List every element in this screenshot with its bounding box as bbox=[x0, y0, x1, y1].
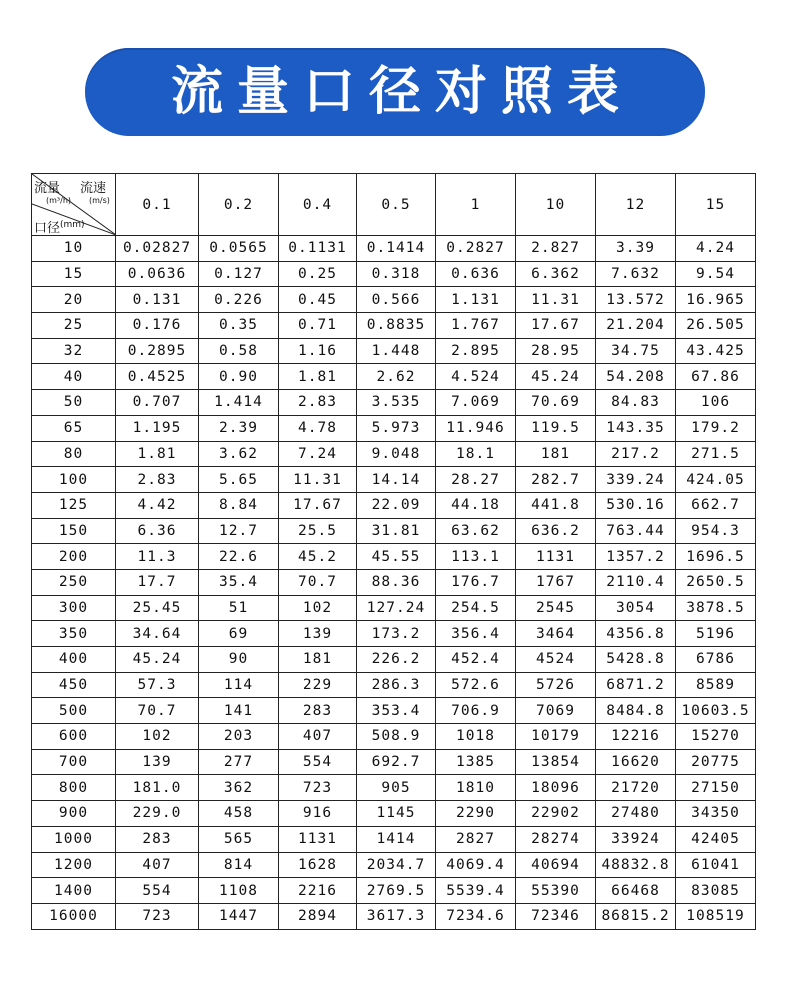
flow-value-cell: 34.75 bbox=[596, 338, 676, 364]
flow-value-cell: 25.5 bbox=[279, 518, 357, 544]
flow-value-cell: 5539.4 bbox=[436, 878, 516, 904]
table-row bbox=[32, 364, 756, 390]
table-row bbox=[32, 903, 756, 929]
flow-value-cell: 0.131 bbox=[116, 287, 199, 313]
flow-value-cell: 10603.5 bbox=[676, 698, 756, 724]
flow-value-cell: 51 bbox=[199, 595, 279, 621]
speed-header-cell: 0.2 bbox=[199, 174, 279, 236]
diameter-cell: 700 bbox=[32, 749, 116, 775]
flow-value-cell: 5196 bbox=[676, 621, 756, 647]
table-row bbox=[32, 852, 756, 878]
flow-value-cell: 7.24 bbox=[279, 441, 357, 467]
flow-value-cell: 27480 bbox=[596, 801, 676, 827]
flow-diameter-table bbox=[31, 173, 756, 930]
flow-value-cell: 1385 bbox=[436, 749, 516, 775]
flow-value-cell: 565 bbox=[199, 826, 279, 852]
flow-value-cell: 662.7 bbox=[676, 492, 756, 518]
flow-value-cell: 424.05 bbox=[676, 467, 756, 493]
table-row bbox=[32, 672, 756, 698]
flow-value-cell: 61041 bbox=[676, 852, 756, 878]
flow-value-cell: 441.8 bbox=[516, 492, 596, 518]
flow-value-cell: 0.707 bbox=[116, 390, 199, 416]
table-row bbox=[32, 390, 756, 416]
flow-value-cell: 0.25 bbox=[279, 261, 357, 287]
flow-value-cell: 954.3 bbox=[676, 518, 756, 544]
flow-value-cell: 1628 bbox=[279, 852, 357, 878]
flow-value-cell: 723 bbox=[279, 775, 357, 801]
flow-value-cell: 55390 bbox=[516, 878, 596, 904]
table-row bbox=[32, 441, 756, 467]
diameter-cell: 20 bbox=[32, 287, 116, 313]
flow-value-cell: 90 bbox=[199, 647, 279, 673]
diameter-cell: 150 bbox=[32, 518, 116, 544]
page-title: 流量口径对照表 bbox=[170, 62, 633, 122]
flow-value-cell: 17.67 bbox=[279, 492, 357, 518]
flow-value-cell: 4.78 bbox=[279, 415, 357, 441]
flow-value-cell: 35.4 bbox=[199, 569, 279, 595]
flow-value-cell: 173.2 bbox=[357, 621, 436, 647]
flow-value-cell: 86815.2 bbox=[596, 903, 676, 929]
flow-value-cell: 3.62 bbox=[199, 441, 279, 467]
speed-header-cell: 15 bbox=[676, 174, 756, 236]
speed-header-cell: 0.5 bbox=[357, 174, 436, 236]
flow-value-cell: 508.9 bbox=[357, 724, 436, 750]
flow-value-cell: 356.4 bbox=[436, 621, 516, 647]
corner-header-cell bbox=[32, 174, 116, 236]
flow-value-cell: 6871.2 bbox=[596, 672, 676, 698]
flow-value-cell: 11.946 bbox=[436, 415, 516, 441]
flow-value-cell: 44.18 bbox=[436, 492, 516, 518]
flow-value-cell: 34350 bbox=[676, 801, 756, 827]
flow-value-cell: 12.7 bbox=[199, 518, 279, 544]
flow-value-cell: 2.827 bbox=[516, 236, 596, 262]
flow-value-cell: 0.0565 bbox=[199, 236, 279, 262]
flow-value-cell: 27150 bbox=[676, 775, 756, 801]
flow-value-cell: 14.14 bbox=[357, 467, 436, 493]
flow-value-cell: 4524 bbox=[516, 647, 596, 673]
flow-value-cell: 286.3 bbox=[357, 672, 436, 698]
flow-value-cell: 0.1131 bbox=[279, 236, 357, 262]
flow-value-cell: 179.2 bbox=[676, 415, 756, 441]
flow-value-cell: 6786 bbox=[676, 647, 756, 673]
flow-value-cell: 6.362 bbox=[516, 261, 596, 287]
flow-value-cell: 2.83 bbox=[279, 390, 357, 416]
flow-value-cell: 26.505 bbox=[676, 313, 756, 339]
flow-value-cell: 20775 bbox=[676, 749, 756, 775]
flow-value-cell: 1.81 bbox=[116, 441, 199, 467]
table-row bbox=[32, 492, 756, 518]
diameter-cell: 400 bbox=[32, 647, 116, 673]
flow-value-cell: 226.2 bbox=[357, 647, 436, 673]
flow-value-cell: 0.2895 bbox=[116, 338, 199, 364]
flow-value-cell: 5726 bbox=[516, 672, 596, 698]
diameter-cell: 32 bbox=[32, 338, 116, 364]
flow-value-cell: 17.7 bbox=[116, 569, 199, 595]
flow-value-cell: 0.4525 bbox=[116, 364, 199, 390]
flow-value-cell: 362 bbox=[199, 775, 279, 801]
table-row bbox=[32, 236, 756, 262]
flow-value-cell: 229.0 bbox=[116, 801, 199, 827]
flow-value-cell: 9.54 bbox=[676, 261, 756, 287]
flow-value-cell: 8484.8 bbox=[596, 698, 676, 724]
flow-value-cell: 88.36 bbox=[357, 569, 436, 595]
flow-value-cell: 1.767 bbox=[436, 313, 516, 339]
flow-value-cell: 554 bbox=[116, 878, 199, 904]
flow-value-cell: 353.4 bbox=[357, 698, 436, 724]
flow-value-cell: 8.84 bbox=[199, 492, 279, 518]
flow-value-cell: 72346 bbox=[516, 903, 596, 929]
table-row bbox=[32, 621, 756, 647]
diameter-cell: 40 bbox=[32, 364, 116, 390]
table-row bbox=[32, 826, 756, 852]
flow-value-cell: 3464 bbox=[516, 621, 596, 647]
flow-value-cell: 70.69 bbox=[516, 390, 596, 416]
diameter-cell: 15 bbox=[32, 261, 116, 287]
table-row bbox=[32, 467, 756, 493]
flow-value-cell: 2110.4 bbox=[596, 569, 676, 595]
flow-value-cell: 139 bbox=[279, 621, 357, 647]
flow-value-cell: 2545 bbox=[516, 595, 596, 621]
flow-value-cell: 22.09 bbox=[357, 492, 436, 518]
flow-value-cell: 0.45 bbox=[279, 287, 357, 313]
flow-value-cell: 1.448 bbox=[357, 338, 436, 364]
corner-speed-unit: (m/s) bbox=[89, 196, 110, 205]
corner-diameter-label: 口径 bbox=[34, 221, 61, 236]
corner-diameter-unit: (mm) bbox=[60, 220, 85, 230]
flow-value-cell: 102 bbox=[279, 595, 357, 621]
flow-value-cell: 4.24 bbox=[676, 236, 756, 262]
diameter-cell: 125 bbox=[32, 492, 116, 518]
diameter-cell: 200 bbox=[32, 544, 116, 570]
flow-value-cell: 42405 bbox=[676, 826, 756, 852]
flow-value-cell: 1145 bbox=[357, 801, 436, 827]
speed-header-cell: 1 bbox=[436, 174, 516, 236]
flow-value-cell: 114 bbox=[199, 672, 279, 698]
flow-value-cell: 7234.6 bbox=[436, 903, 516, 929]
flow-value-cell: 530.16 bbox=[596, 492, 676, 518]
flow-value-cell: 2216 bbox=[279, 878, 357, 904]
diameter-cell: 450 bbox=[32, 672, 116, 698]
speed-header-cell: 10 bbox=[516, 174, 596, 236]
flow-value-cell: 181 bbox=[279, 647, 357, 673]
table-row bbox=[32, 313, 756, 339]
flow-value-cell: 0.636 bbox=[436, 261, 516, 287]
flow-value-cell: 0.318 bbox=[357, 261, 436, 287]
diameter-cell: 800 bbox=[32, 775, 116, 801]
flow-value-cell: 17.67 bbox=[516, 313, 596, 339]
flow-value-cell: 2827 bbox=[436, 826, 516, 852]
flow-value-cell: 63.62 bbox=[436, 518, 516, 544]
flow-value-cell: 11.31 bbox=[279, 467, 357, 493]
flow-value-cell: 2894 bbox=[279, 903, 357, 929]
flow-value-cell: 48832.8 bbox=[596, 852, 676, 878]
flow-value-cell: 3054 bbox=[596, 595, 676, 621]
flow-value-cell: 1.195 bbox=[116, 415, 199, 441]
table-row bbox=[32, 647, 756, 673]
diameter-cell: 1200 bbox=[32, 852, 116, 878]
flow-value-cell: 217.2 bbox=[596, 441, 676, 467]
flow-value-cell: 5.65 bbox=[199, 467, 279, 493]
flow-value-cell: 113.1 bbox=[436, 544, 516, 570]
diameter-cell: 600 bbox=[32, 724, 116, 750]
flow-value-cell: 102 bbox=[116, 724, 199, 750]
flow-value-cell: 339.24 bbox=[596, 467, 676, 493]
flow-value-cell: 282.7 bbox=[516, 467, 596, 493]
diameter-cell: 50 bbox=[32, 390, 116, 416]
flow-value-cell: 229 bbox=[279, 672, 357, 698]
flow-value-cell: 2290 bbox=[436, 801, 516, 827]
speed-header-cell: 12 bbox=[596, 174, 676, 236]
flow-value-cell: 0.35 bbox=[199, 313, 279, 339]
flow-value-cell: 1447 bbox=[199, 903, 279, 929]
table-row bbox=[32, 544, 756, 570]
flow-value-cell: 254.5 bbox=[436, 595, 516, 621]
flow-value-cell: 1.81 bbox=[279, 364, 357, 390]
flow-value-cell: 66468 bbox=[596, 878, 676, 904]
corner-speed-label: 流速 bbox=[80, 181, 107, 196]
flow-value-cell: 4.524 bbox=[436, 364, 516, 390]
flow-value-cell: 1767 bbox=[516, 569, 596, 595]
table-body bbox=[32, 236, 756, 930]
corner-flow-unit: (m³/h) bbox=[46, 196, 72, 205]
flow-value-cell: 45.24 bbox=[116, 647, 199, 673]
flow-value-cell: 34.64 bbox=[116, 621, 199, 647]
diameter-cell: 80 bbox=[32, 441, 116, 467]
flow-value-cell: 1108 bbox=[199, 878, 279, 904]
flow-value-cell: 554 bbox=[279, 749, 357, 775]
flow-value-cell: 16620 bbox=[596, 749, 676, 775]
flow-value-cell: 916 bbox=[279, 801, 357, 827]
flow-value-cell: 7069 bbox=[516, 698, 596, 724]
flow-value-cell: 11.31 bbox=[516, 287, 596, 313]
flow-value-cell: 40694 bbox=[516, 852, 596, 878]
flow-value-cell: 1.131 bbox=[436, 287, 516, 313]
flow-value-cell: 0.71 bbox=[279, 313, 357, 339]
flow-value-cell: 0.58 bbox=[199, 338, 279, 364]
diameter-cell: 25 bbox=[32, 313, 116, 339]
flow-value-cell: 45.55 bbox=[357, 544, 436, 570]
diameter-cell: 65 bbox=[32, 415, 116, 441]
flow-value-cell: 57.3 bbox=[116, 672, 199, 698]
flow-value-cell: 0.90 bbox=[199, 364, 279, 390]
flow-value-cell: 1018 bbox=[436, 724, 516, 750]
flow-value-cell: 84.83 bbox=[596, 390, 676, 416]
flow-value-cell: 127.24 bbox=[357, 595, 436, 621]
table-row bbox=[32, 415, 756, 441]
flow-value-cell: 18.1 bbox=[436, 441, 516, 467]
flow-value-cell: 0.02827 bbox=[116, 236, 199, 262]
flow-value-cell: 21720 bbox=[596, 775, 676, 801]
flow-value-cell: 7.632 bbox=[596, 261, 676, 287]
flow-value-cell: 0.2827 bbox=[436, 236, 516, 262]
speed-header-cell: 0.1 bbox=[116, 174, 199, 236]
flow-value-cell: 5428.8 bbox=[596, 647, 676, 673]
flow-value-cell: 15270 bbox=[676, 724, 756, 750]
flow-value-cell: 723 bbox=[116, 903, 199, 929]
flow-value-cell: 452.4 bbox=[436, 647, 516, 673]
table-row bbox=[32, 287, 756, 313]
flow-value-cell: 1.16 bbox=[279, 338, 357, 364]
flow-value-cell: 16.965 bbox=[676, 287, 756, 313]
flow-value-cell: 2.39 bbox=[199, 415, 279, 441]
flow-value-cell: 83085 bbox=[676, 878, 756, 904]
flow-value-cell: 9.048 bbox=[357, 441, 436, 467]
flow-value-cell: 458 bbox=[199, 801, 279, 827]
flow-value-cell: 572.6 bbox=[436, 672, 516, 698]
flow-value-cell: 106 bbox=[676, 390, 756, 416]
title-banner bbox=[85, 48, 705, 136]
flow-value-cell: 0.176 bbox=[116, 313, 199, 339]
flow-value-cell: 763.44 bbox=[596, 518, 676, 544]
table-row bbox=[32, 261, 756, 287]
table-row bbox=[32, 338, 756, 364]
diameter-cell: 1400 bbox=[32, 878, 116, 904]
flow-value-cell: 13854 bbox=[516, 749, 596, 775]
flow-value-cell: 45.24 bbox=[516, 364, 596, 390]
diameter-cell: 10 bbox=[32, 236, 116, 262]
flow-value-cell: 119.5 bbox=[516, 415, 596, 441]
flow-value-cell: 0.226 bbox=[199, 287, 279, 313]
flow-value-cell: 31.81 bbox=[357, 518, 436, 544]
flow-value-cell: 6.36 bbox=[116, 518, 199, 544]
flow-value-cell: 4356.8 bbox=[596, 621, 676, 647]
diameter-cell: 100 bbox=[32, 467, 116, 493]
flow-value-cell: 25.45 bbox=[116, 595, 199, 621]
flow-value-cell: 1414 bbox=[357, 826, 436, 852]
table-row bbox=[32, 569, 756, 595]
speed-header-cell: 0.4 bbox=[279, 174, 357, 236]
table-row bbox=[32, 724, 756, 750]
table-row bbox=[32, 595, 756, 621]
flow-value-cell: 283 bbox=[279, 698, 357, 724]
flow-value-cell: 0.0636 bbox=[116, 261, 199, 287]
header-row bbox=[32, 174, 756, 236]
flow-value-cell: 67.86 bbox=[676, 364, 756, 390]
flow-value-cell: 636.2 bbox=[516, 518, 596, 544]
flow-value-cell: 1131 bbox=[279, 826, 357, 852]
flow-value-cell: 0.566 bbox=[357, 287, 436, 313]
flow-value-cell: 181 bbox=[516, 441, 596, 467]
flow-value-cell: 3617.3 bbox=[357, 903, 436, 929]
flow-value-cell: 28.27 bbox=[436, 467, 516, 493]
flow-value-cell: 11.3 bbox=[116, 544, 199, 570]
flow-value-cell: 1696.5 bbox=[676, 544, 756, 570]
flow-value-cell: 814 bbox=[199, 852, 279, 878]
flow-value-cell: 45.2 bbox=[279, 544, 357, 570]
diameter-cell: 300 bbox=[32, 595, 116, 621]
flow-value-cell: 2650.5 bbox=[676, 569, 756, 595]
flow-value-cell: 692.7 bbox=[357, 749, 436, 775]
flow-value-cell: 22.6 bbox=[199, 544, 279, 570]
flow-value-cell: 3878.5 bbox=[676, 595, 756, 621]
flow-value-cell: 7.069 bbox=[436, 390, 516, 416]
table-row bbox=[32, 775, 756, 801]
flow-value-cell: 33924 bbox=[596, 826, 676, 852]
diameter-cell: 500 bbox=[32, 698, 116, 724]
flow-value-cell: 277 bbox=[199, 749, 279, 775]
flow-value-cell: 28274 bbox=[516, 826, 596, 852]
flow-value-cell: 283 bbox=[116, 826, 199, 852]
flow-value-cell: 70.7 bbox=[279, 569, 357, 595]
flow-value-cell: 22902 bbox=[516, 801, 596, 827]
flow-value-cell: 3.39 bbox=[596, 236, 676, 262]
flow-value-cell: 706.9 bbox=[436, 698, 516, 724]
flow-value-cell: 54.208 bbox=[596, 364, 676, 390]
flow-value-cell: 8589 bbox=[676, 672, 756, 698]
flow-value-cell: 5.973 bbox=[357, 415, 436, 441]
flow-value-cell: 10179 bbox=[516, 724, 596, 750]
table-row bbox=[32, 801, 756, 827]
flow-value-cell: 2.62 bbox=[357, 364, 436, 390]
flow-value-cell: 2034.7 bbox=[357, 852, 436, 878]
diameter-cell: 350 bbox=[32, 621, 116, 647]
table-row bbox=[32, 698, 756, 724]
flow-value-cell: 28.95 bbox=[516, 338, 596, 364]
flow-value-cell: 1810 bbox=[436, 775, 516, 801]
diameter-cell: 16000 bbox=[32, 903, 116, 929]
flow-value-cell: 407 bbox=[116, 852, 199, 878]
flow-value-cell: 1.414 bbox=[199, 390, 279, 416]
table-row bbox=[32, 878, 756, 904]
table-row bbox=[32, 518, 756, 544]
flow-value-cell: 407 bbox=[279, 724, 357, 750]
flow-value-cell: 905 bbox=[357, 775, 436, 801]
flow-value-cell: 139 bbox=[116, 749, 199, 775]
flow-value-cell: 1131 bbox=[516, 544, 596, 570]
flow-value-cell: 143.35 bbox=[596, 415, 676, 441]
flow-value-cell: 0.127 bbox=[199, 261, 279, 287]
flow-value-cell: 181.0 bbox=[116, 775, 199, 801]
diameter-cell: 900 bbox=[32, 801, 116, 827]
flow-value-cell: 141 bbox=[199, 698, 279, 724]
flow-value-cell: 2.895 bbox=[436, 338, 516, 364]
flow-value-cell: 203 bbox=[199, 724, 279, 750]
flow-value-cell: 21.204 bbox=[596, 313, 676, 339]
flow-value-cell: 12216 bbox=[596, 724, 676, 750]
flow-value-cell: 4069.4 bbox=[436, 852, 516, 878]
diameter-cell: 1000 bbox=[32, 826, 116, 852]
flow-value-cell: 108519 bbox=[676, 903, 756, 929]
flow-value-cell: 2.83 bbox=[116, 467, 199, 493]
flow-value-cell: 271.5 bbox=[676, 441, 756, 467]
flow-value-cell: 176.7 bbox=[436, 569, 516, 595]
flow-value-cell: 18096 bbox=[516, 775, 596, 801]
flow-value-cell: 1357.2 bbox=[596, 544, 676, 570]
diameter-cell: 250 bbox=[32, 569, 116, 595]
flow-value-cell: 0.1414 bbox=[357, 236, 436, 262]
flow-value-cell: 69 bbox=[199, 621, 279, 647]
flow-value-cell: 43.425 bbox=[676, 338, 756, 364]
flow-value-cell: 2769.5 bbox=[357, 878, 436, 904]
flow-value-cell: 13.572 bbox=[596, 287, 676, 313]
table-row bbox=[32, 749, 756, 775]
flow-value-cell: 70.7 bbox=[116, 698, 199, 724]
corner-flow-label: 流量 bbox=[34, 181, 61, 196]
flow-value-cell: 0.8835 bbox=[357, 313, 436, 339]
flow-value-cell: 4.42 bbox=[116, 492, 199, 518]
flow-value-cell: 3.535 bbox=[357, 390, 436, 416]
